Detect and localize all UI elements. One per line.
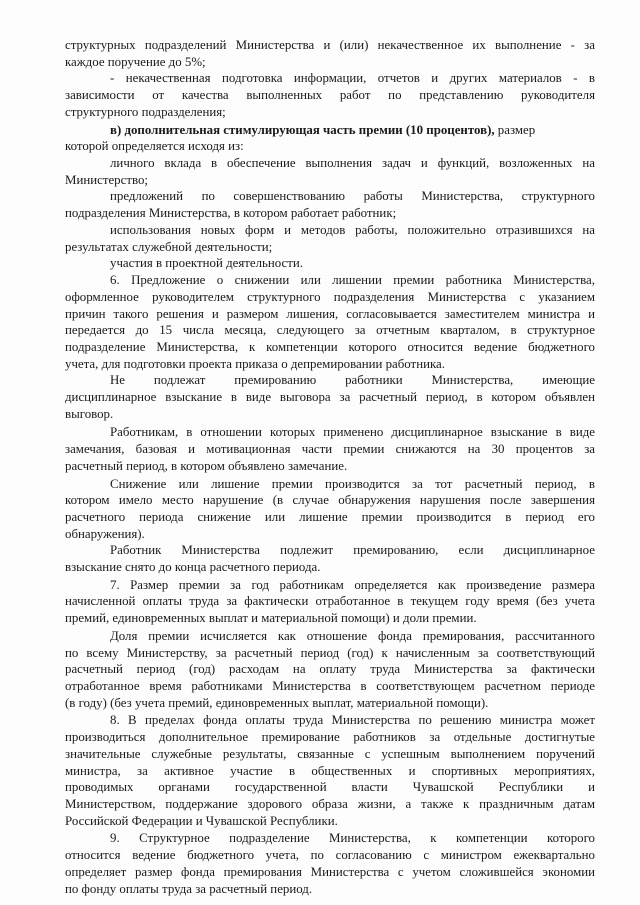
- text-line: отработанное время работниками Министерства в соответствующем расчетном периоде: [65, 679, 595, 693]
- text-line: Российской Федерации и Чувашской Республики.: [65, 813, 338, 828]
- text-line: начисленной оплаты труда за фактически отработанное в текущем году время (без учета: [65, 594, 595, 609]
- text-line: структурных подразделений Министерства и (или) некачественное их выполнение - за: [65, 38, 595, 52]
- text-line: премий, единовременных выплат и материальной помощи) и доли премии.: [65, 611, 477, 626]
- text-line: по фонду оплаты труда за расчетный период.: [65, 881, 313, 896]
- text-line: котором имело место нарушение (в случае обнаружения нарушения после завершения: [65, 493, 595, 508]
- text-line: - некачественная подготовка информации, отчетов и других материалов - в: [110, 71, 595, 86]
- text-line: взыскание снято до конца расчетного периода.: [65, 560, 321, 575]
- text-line: обнаружения).: [65, 526, 145, 541]
- text-line: дисциплинарное взыскание в виде выговора за расчетный период, в котором объявлен: [65, 390, 595, 405]
- text-line: значительные служебные результаты, связанные с успешным выполнением поручений: [65, 746, 595, 761]
- text-line: относится ведение бюджетного учета, по согласованию с министром ежеквартально: [65, 848, 595, 862]
- text-line: проводимых органами государственной власти Чувашской Республики и: [65, 780, 595, 795]
- text-line: зависимости от качества выполненных работ по представлению руководителя: [65, 88, 595, 103]
- text-line: Не подлежат премированию работники Министерства, имеющие: [110, 373, 595, 388]
- heading-tail: размер: [494, 122, 536, 137]
- text-line: (в году) (без учета премий, единовременных выплат, материальной помощи).: [65, 695, 489, 710]
- text-line: структурного подразделения;: [65, 104, 226, 119]
- text-line: 8. В пределах фонда оплаты труда Министерства по решению министра может: [110, 713, 595, 728]
- text-line: замечания, базовая и мотивационная части премии снижаются на 30 процентов за: [65, 442, 595, 457]
- text-line: выговор.: [65, 406, 114, 421]
- text-line: [110, 122, 595, 139]
- text-line: расчетный период (год) расходам на оплату труда Министерства за фактически: [65, 662, 595, 677]
- text-line: каждое поручение до 5%;: [65, 54, 206, 69]
- text-line: министра, за активное участие в общественных и спортивных мероприятиях,: [65, 763, 595, 778]
- text-line: по всему Министерству, за расчетный период (год) к начисленным за соответствующий: [65, 645, 595, 660]
- text-line: расчетный период, в котором объявлено замечание.: [65, 458, 348, 473]
- text-line: результатах служебной деятельности;: [65, 239, 273, 254]
- text-line: Министерством, поддержание здорового образа жизни, а также к праздничным датам: [65, 797, 595, 811]
- text-line: расчетного периода снижение или лишение премии производится в период его: [65, 509, 595, 524]
- text-line: оформленное руководителем структурного подразделения Министерства с указанием: [65, 289, 595, 304]
- text-line: причин такого решения и размером лишения, согласовывается заместителем министра и: [65, 306, 595, 321]
- text-line: использования новых форм и методов работы, положительно отразившихся на: [110, 222, 595, 237]
- text-line: передается до 15 числа месяца, следующего за отчетным кварталом, в структурное: [65, 323, 595, 338]
- text-line: Работник Министерства подлежит премированию, если дисциплинарное: [110, 543, 595, 558]
- text-line: личного вклада в обеспечение выполнения задач и функций, возложенных на: [110, 156, 595, 170]
- text-line: Снижение или лишение премии производится за тот расчетный период, в: [110, 476, 595, 491]
- bold-heading: в) дополнительная стимулирующая часть премии (10 процентов),: [110, 122, 495, 137]
- text-line: 6. Предложение о снижении или лишении премии работника Министерства,: [110, 273, 595, 287]
- text-line: подразделения Министерства, в котором работает работник;: [65, 206, 397, 221]
- text-line: участия в проектной деятельности.: [110, 256, 304, 271]
- text-line: Работникам, в отношении которых применено дисциплинарное взыскание в виде: [110, 425, 595, 440]
- text-line: подразделение Министерства, к компетенции которого относится ведение бюджетного: [65, 339, 595, 354]
- text-line: учета, для подготовки проекта приказа о депремировании работника.: [65, 356, 445, 371]
- text-line: 9. Структурное подразделение Министерства, к компетенции которого: [110, 831, 595, 846]
- text-line: которой определяется исходя из:: [65, 139, 244, 154]
- text-line: определяет размер фонда премирования Министерства с учетом сложившейся экономии: [65, 864, 595, 879]
- text-line: Доля премии исчисляется как отношение фонда премирования, рассчитанного: [110, 628, 595, 643]
- text-line: производиться дополнительное премирование работников за отдельные достигнутые: [65, 730, 595, 745]
- text-line: предложений по совершенствованию работы Министерства, структурного: [110, 189, 595, 204]
- text-line: 7. Размер премии за год работникам определяется как произведение размера: [110, 577, 595, 592]
- text-line: Министерство;: [65, 172, 148, 187]
